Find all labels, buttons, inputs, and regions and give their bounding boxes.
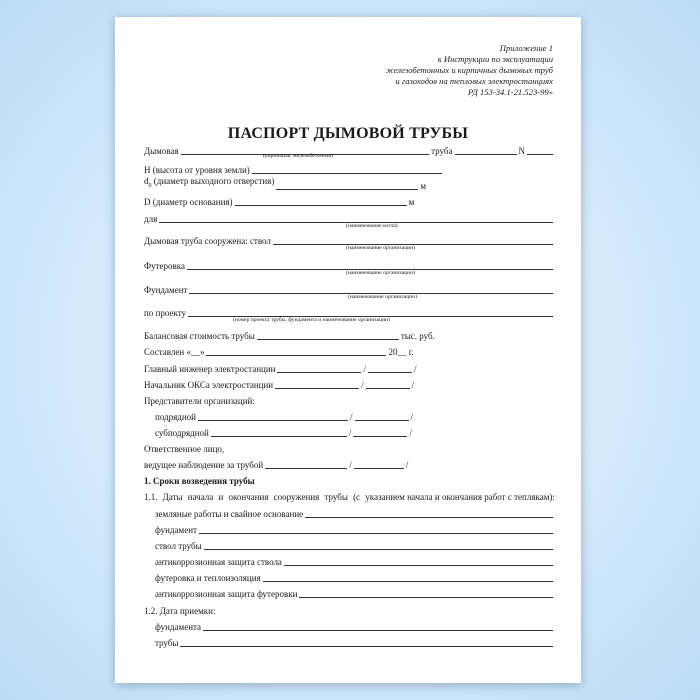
label: футеровка и теплоизоляция <box>155 573 261 583</box>
subcontractor-signature-field[interactable] <box>211 436 347 437</box>
unit: м <box>408 197 415 207</box>
label: подрядной <box>155 412 196 422</box>
label: Главный инженер электростанции <box>144 364 276 374</box>
book-value-row <box>144 328 555 342</box>
oks-head-name-field[interactable] <box>366 388 410 389</box>
label: 20__ г. <box>388 347 414 357</box>
label: ствол трубы <box>155 541 202 551</box>
slash: / <box>409 428 412 438</box>
foundation-acceptance-field[interactable] <box>203 630 553 631</box>
label: земляные работы и свайное основание <box>155 509 304 519</box>
label: Дымовая <box>144 146 179 156</box>
subscript: 0 <box>148 183 152 189</box>
label: D (диаметр основания) <box>144 197 233 207</box>
lining-protection-date-field[interactable] <box>299 597 553 598</box>
unit: тыс. руб. <box>400 331 435 341</box>
acceptance-row <box>155 619 555 633</box>
chief-engineer-signature-field[interactable] <box>277 372 361 373</box>
label: трубы <box>324 492 348 502</box>
outlet-diameter-field[interactable] <box>276 189 418 190</box>
outlet-diameter-row <box>144 178 555 192</box>
construction-item-row <box>155 522 555 536</box>
shaft-protection-date-field[interactable] <box>284 565 553 566</box>
label: Даты <box>162 492 183 502</box>
chief-engineer-name-field[interactable] <box>368 372 412 373</box>
label: фундамент <box>155 525 197 535</box>
slash: / <box>350 412 353 422</box>
label: ведущее наблюдение за трубой <box>144 460 264 470</box>
label: для <box>144 214 158 224</box>
appendix-line: Приложение 1 <box>499 43 553 53</box>
subcontractor-name-field[interactable] <box>353 436 407 437</box>
compiled-row <box>144 344 555 358</box>
appendix-line: к Инструкции по эксплуатации <box>437 54 553 64</box>
slash: / <box>348 428 352 438</box>
slash: / <box>361 380 364 390</box>
label: Балансовая стоимость трубы <box>144 331 255 341</box>
page-title: ПАСПОРТ ДЫМОВОЙ ТРУБЫ <box>227 125 469 142</box>
label: труба <box>431 146 453 156</box>
chimney-type-row <box>144 143 555 157</box>
label: 1.1. <box>144 492 158 502</box>
compiled-month-field[interactable] <box>206 355 386 356</box>
representatives-row <box>144 393 555 407</box>
subsection-1-1 <box>144 489 555 503</box>
slash: / <box>411 380 415 390</box>
label: Футеровка <box>144 261 186 271</box>
label: фундамента <box>155 622 202 632</box>
construction-item-row <box>155 570 555 584</box>
appendix-line: и газоходов на тепловых электростанциях <box>395 76 553 86</box>
earthworks-date-field[interactable] <box>305 517 553 518</box>
label: антикоррозионная защита футеровки <box>155 589 298 599</box>
book-value-field[interactable] <box>257 339 399 340</box>
label: N <box>518 146 525 156</box>
label: Составлен «__» <box>144 347 205 357</box>
label: (диаметр выходного отверстия) <box>151 176 275 187</box>
shaft-date-field[interactable] <box>204 549 553 550</box>
appendix-line: РД 153-34.1-21.523-99» <box>467 87 553 97</box>
caption: (наименование котла) <box>346 223 398 229</box>
subsection-1-2 <box>144 603 555 617</box>
label: Фундамент <box>144 285 188 295</box>
oks-head-row <box>144 377 555 391</box>
label: d <box>144 176 149 187</box>
slash: / <box>363 364 366 374</box>
slash: / <box>349 460 352 470</box>
label: сооружения <box>273 492 320 502</box>
base-diameter-field[interactable] <box>235 205 407 206</box>
subcontractor-row <box>155 425 555 439</box>
acceptance-row <box>155 635 555 649</box>
chief-engineer-row <box>144 361 555 375</box>
label: указанием начала и окончания работ с теплякам): <box>365 492 555 502</box>
slash: / <box>405 460 409 470</box>
pipe-field[interactable] <box>455 154 517 155</box>
base-diameter-row <box>144 194 555 208</box>
foundation-date-field[interactable] <box>199 533 553 534</box>
label: (с <box>353 492 361 502</box>
caption: (кирпичная, железобетонная) <box>263 153 333 159</box>
caption: (наименование организации) <box>346 270 415 276</box>
unit: м <box>420 181 427 191</box>
lining-insulation-date-field[interactable] <box>263 581 553 582</box>
height-field[interactable] <box>252 173 442 174</box>
caption: (номер проекта трубы, фундамента и наименование организации) <box>233 317 390 323</box>
construction-item-row <box>155 538 555 552</box>
label <box>144 176 274 192</box>
label: Дымовая труба сооружена: ствол <box>144 236 271 246</box>
construction-item-row <box>155 506 555 520</box>
caption: (наименование организации) <box>346 245 415 251</box>
label: 1.2. Дата приемки: <box>144 606 216 616</box>
contractor-name-field[interactable] <box>355 420 409 421</box>
construction-item-row <box>155 586 555 600</box>
section-heading <box>144 473 555 487</box>
pipe-acceptance-field[interactable] <box>180 646 553 647</box>
responsible-row <box>144 441 555 455</box>
slash: / <box>410 412 414 422</box>
caption: (наименование организации) <box>348 294 417 300</box>
construction-item-row <box>155 554 555 568</box>
appendix-line: железобетонных и кирпичных дымовых труб <box>385 65 553 75</box>
slash: / <box>414 364 417 374</box>
label: H (высота от уровня земли) <box>144 165 250 175</box>
contractor-row <box>155 409 555 423</box>
label: субподрядной <box>155 428 209 438</box>
supervisor-signature-field[interactable] <box>265 468 347 469</box>
appendix-note <box>293 43 553 98</box>
label: антикоррозионная защита ствола <box>155 557 282 567</box>
label: Ответственное лицо, <box>144 444 225 454</box>
supervising-row <box>144 457 555 471</box>
label: и <box>218 492 224 502</box>
supervisor-name-field[interactable] <box>354 468 404 469</box>
oks-head-signature-field[interactable] <box>275 388 359 389</box>
label: Начальник ОКСа электростанции <box>144 380 274 390</box>
contractor-signature-field[interactable] <box>198 420 348 421</box>
label: начала <box>187 492 214 502</box>
label: трубы <box>155 638 179 648</box>
height-row <box>144 162 555 176</box>
label: окончания <box>228 492 269 502</box>
label: по проекту <box>144 308 187 318</box>
label: Представители организаций: <box>144 396 255 406</box>
document-page <box>115 17 581 683</box>
label: 1. Сроки возведения трубы <box>144 476 255 486</box>
number-field[interactable] <box>527 154 553 155</box>
